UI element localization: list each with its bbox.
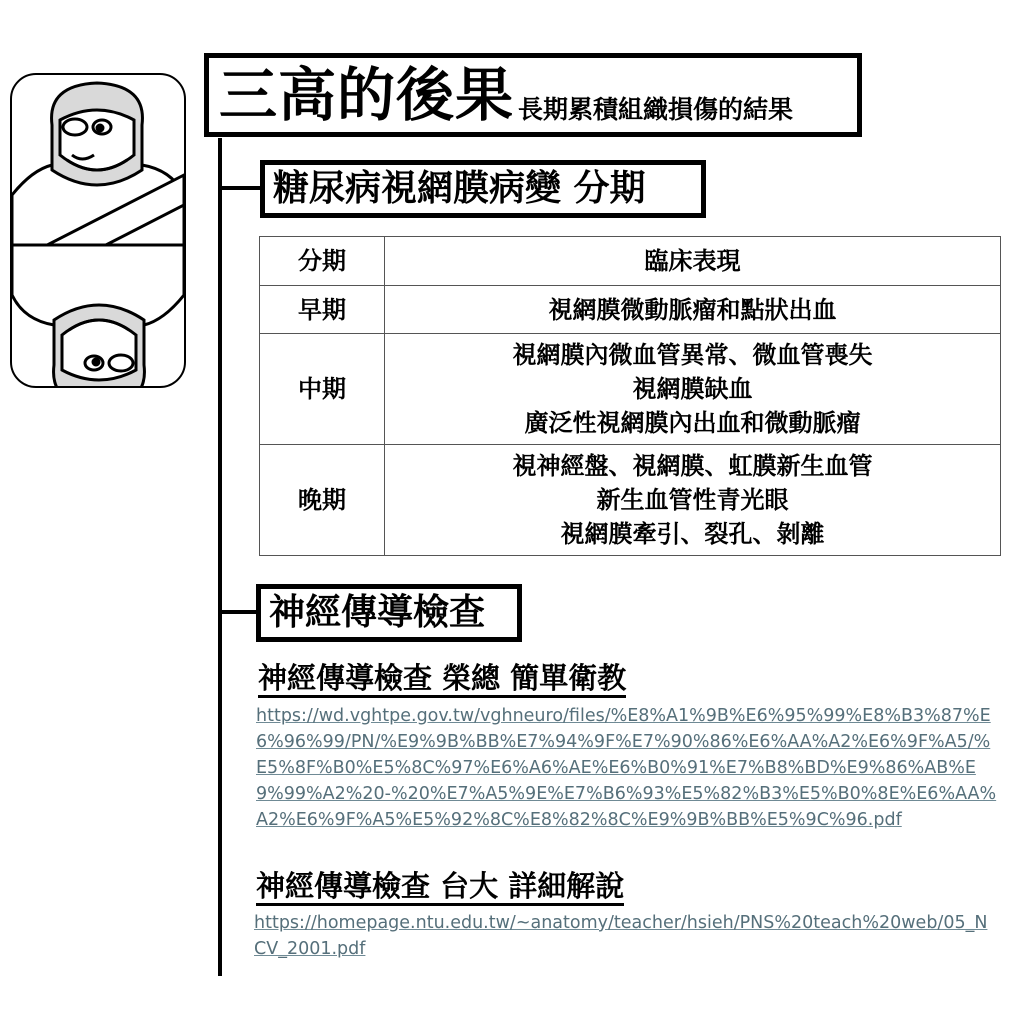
outline-tick-2	[218, 610, 260, 614]
presentation-line: 視網膜微動脈瘤和點狀出血	[548, 295, 837, 324]
table-header-row	[260, 237, 1001, 286]
page-subtitle: 長期累積組織損傷的結果	[518, 95, 794, 124]
reference-link-vgh[interactable]: https://wd.vghtpe.gov.tw/vghneuro/files/%E8%A1%9B%E6%95%99%E8%B3%87%E6%96%99/PN/%E9%9B%BB%E7%94%9F%E7%90%86%E6%AA%A2%E6%9F%A5/%E5%8F%B0%E5%8C%97%E6%A6%AE%E6%B0%91%E7%B8%BD%E9%86%AB%E9%99%A2%20-%20%E7%A5%9E%E7%B6%93%E5%82%B3%E5%B0%8E%E6%AA%A2%E6%9F%A5%E5%92%8C%E8%82%8C%E9%9B%BB%E5%9C%96.pdf	[256, 706, 997, 830]
section-heading-retinopathy-text: 糖尿病視網膜病變 分期	[273, 168, 646, 209]
page-title-box	[204, 53, 862, 137]
reference-title-ntu: 神經傳導檢查 台大 詳細解說	[256, 872, 624, 906]
table-row	[260, 286, 1001, 334]
page-title: 三高的後果	[219, 61, 515, 129]
reference-title-vgh: 神經傳導檢查 榮總 簡單衛教	[258, 664, 626, 698]
playing-card-face-icon	[12, 75, 184, 386]
presentation-line: 新生血管性青光眼	[596, 486, 789, 514]
outline-tick-1	[218, 186, 264, 190]
table-header-stage: 分期	[260, 237, 385, 286]
outline-spine	[218, 138, 222, 976]
section-heading-nerve-conduction-text: 神經傳導檢查	[269, 592, 486, 633]
presentation-line: 視神經盤、視網膜、虹膜新生血管	[512, 452, 873, 480]
table-header-presentation: 臨床表現	[385, 237, 1001, 286]
presentation-line: 廣泛性視網膜內出血和微動脈瘤	[524, 409, 861, 437]
presentation-line: 視網膜內微血管異常、微血管喪失	[512, 341, 873, 369]
retinopathy-stage-table	[259, 236, 1001, 556]
stage-cell: 早期	[260, 286, 385, 334]
table-row	[260, 445, 1001, 556]
presentation-cell	[385, 286, 1001, 334]
presentation-cell	[385, 445, 1001, 556]
section-heading-nerve-conduction	[256, 584, 522, 642]
reference-link-ntu[interactable]: https://homepage.ntu.edu.tw/~anatomy/teacher/hsieh/PNS%20teach%20web/05_NCV_2001.pdf	[254, 913, 988, 959]
character-bottom	[12, 245, 184, 386]
section-heading-retinopathy	[260, 160, 706, 218]
presentation-line: 視網膜牽引、裂孔、剝離	[560, 520, 825, 548]
presentation-cell	[385, 334, 1001, 445]
presentation-line: 視網膜缺血	[632, 375, 753, 403]
stage-cell: 中期	[260, 334, 385, 445]
table-row	[260, 334, 1001, 445]
playing-card-illustration	[10, 73, 186, 388]
stage-cell: 晚期	[260, 445, 385, 556]
